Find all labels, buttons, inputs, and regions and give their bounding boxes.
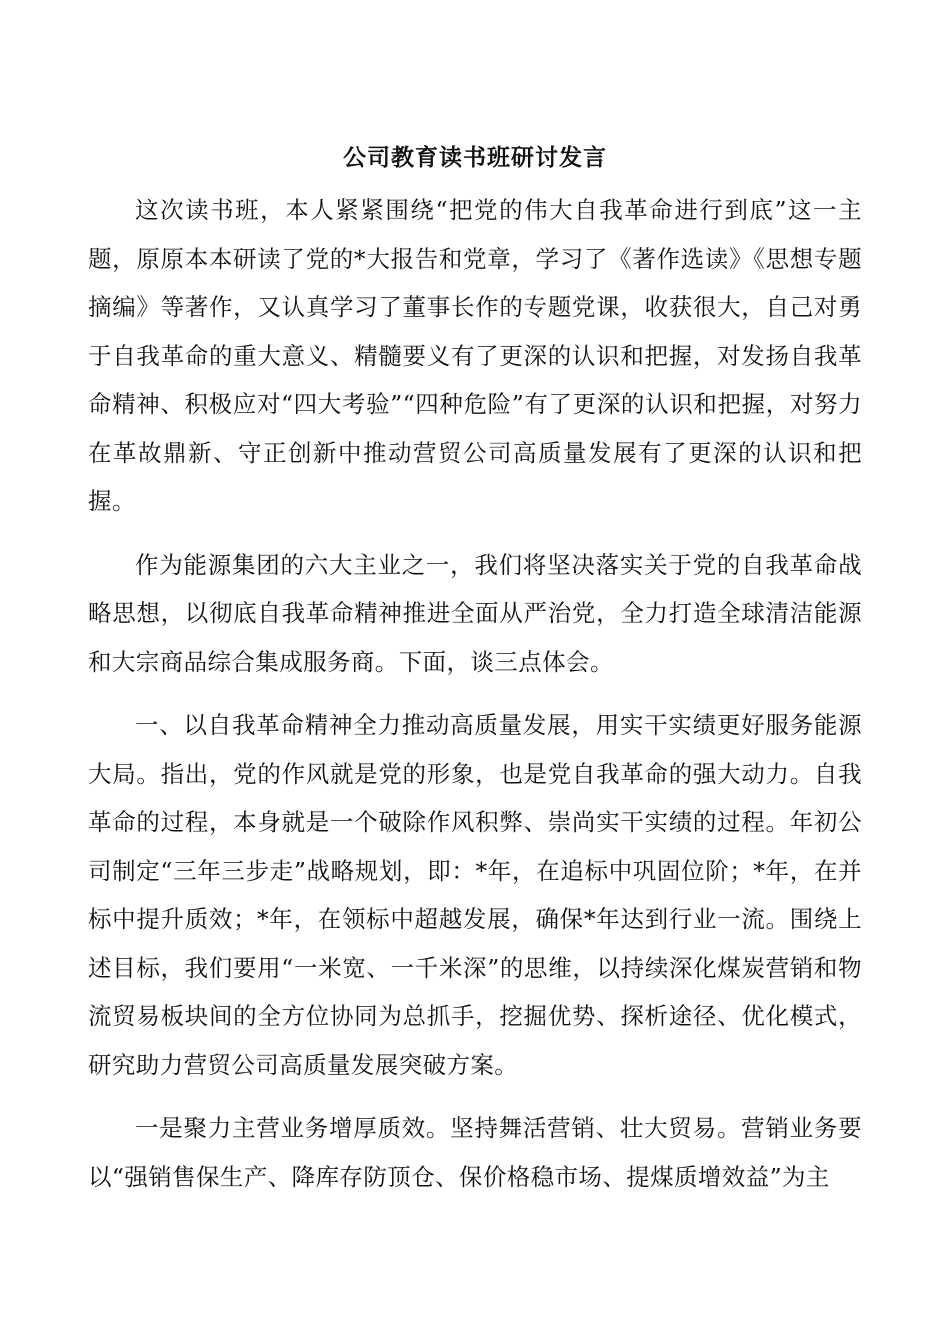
document-body — [88, 186, 862, 1216]
paragraph-section-one: 一、以自我革命精神全力推动高质量发展，用实干实绩更好服务能源大局。指出，党的作风就是党的形象，也是党自我革命的强大动力。自我革命的过程，本身就是一个破除作风积弊、崇尚实干实绩的过程。年初公司制定“三年三步走”战略规划，即：*年，在追标中巩固位阶；*年，在并标中提升质效；*年，在领标中超越发展，确保*年达到行业一流。围绕上述目标，我们要用“一米宽、一千米深”的思维，以持续深化煤炭营销和物流贸易板块间的全方位协同为总抓手，挖掘优势、探析途径、优化模式，研究助力营贸公司高质量发展突破方案。 — [88, 711, 862, 1079]
document-title: 公司教育读书班研讨发言 — [343, 144, 607, 171]
paragraph-intro: 这次读书班，本人紧紧围绕“把党的伟大自我革命进行到底”这一主题，原原本本研读了党的*大报告和党章，学习了《著作选读》《思想专题摘编》等著作，又认真学习了董事长作的专题党课，收获很大，自己对勇于自我革命的重大意义、精髓要义有了更深的认识和把握，对发扬自我革命精神、积极应对“四大考验”“四种危险”有了更深的认识和把握，对努力在革故鼎新、守正创新中推动营贸公司高质量发展有了更深的认识和把握。 — [88, 196, 862, 515]
paragraph-point-one: 一是聚力主营业务增厚质效。坚持舞活营销、壮大贸易。营销业务要以“强销售保生产、降库存防顶仓、保价格稳市场、提煤质增效益”为主 — [88, 1114, 862, 1191]
paragraph-overview: 作为能源集团的六大主业之一，我们将坚决落实关于党的自我革命战略思想，以彻底自我革命精神推进全面从严治党，全力打造全球清洁能源和大宗商品综合集成服务商。下面，谈三点体会。 — [88, 550, 862, 676]
